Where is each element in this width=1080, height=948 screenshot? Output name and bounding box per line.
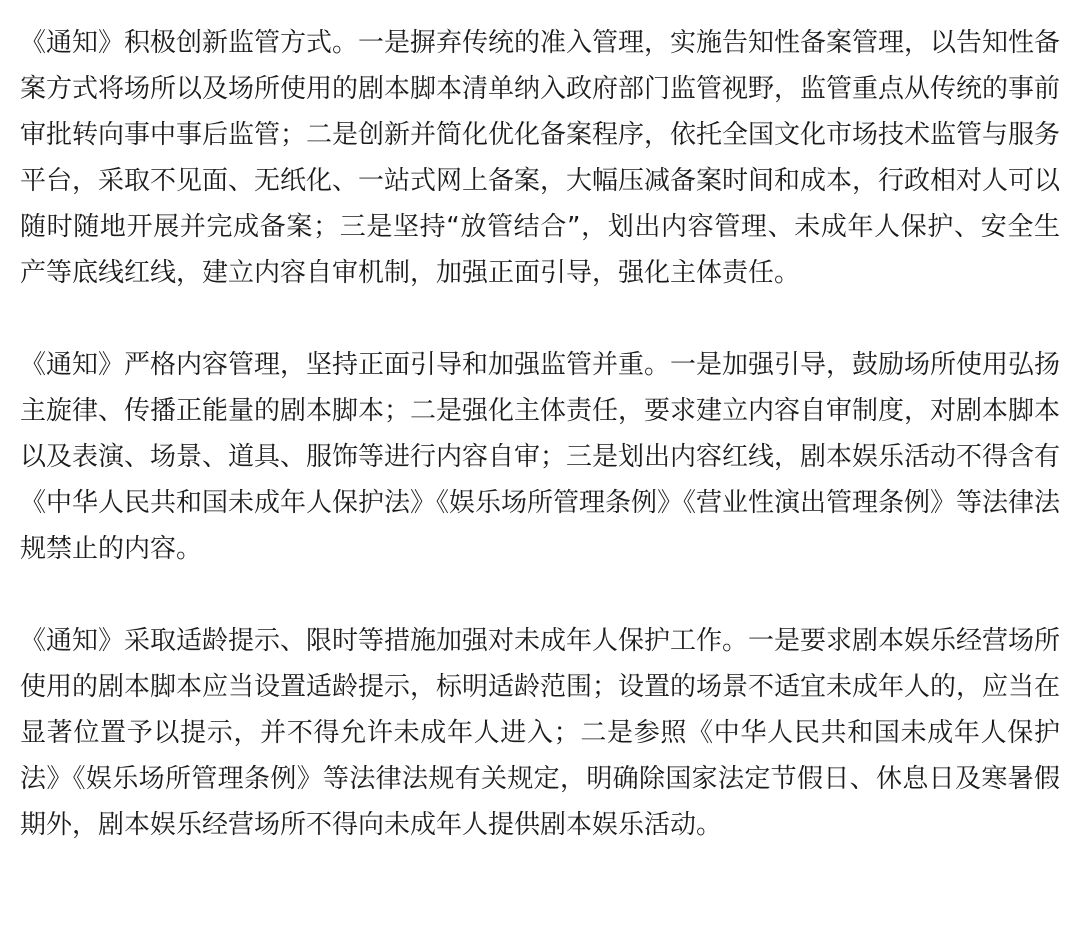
paragraph-content-management: 《通知》严格内容管理，坚持正面引导和加强监管并重。一是加强引导，鼓励场所使用弘扬主旋律、传播正能量的剧本脚本；二是强化主体责任，要求建立内容自审制度，对剧本脚本以及表演、场景、道具、服饰等进行内容自审；三是划出内容红线，剧本娱乐活动不得含有《中华人民共和国未成年人保护法》《娱乐场所管理条例》《营业性演出管理条例》等法律法规禁止的内容。	[20, 350, 1061, 564]
paragraph-minor-protection: 《通知》采取适龄提示、限时等措施加强对未成年人保护工作。一是要求剧本娱乐经营场所使用的剧本脚本应当设置适龄提示，标明适龄范围；设置的场景不适宜未成年人的，应当在显著位置予以提示，并不得允许未成年人进入；二是参照《中华人民共和国未成年人保护法》《娱乐场所管理条例》等法律法规有关规定，明确除国家法定节假日、休息日及寒暑假期外，剧本娱乐经营场所不得向未成年人提供剧本娱乐活动。	[20, 626, 1061, 840]
article-body	[20, 20, 1060, 848]
paragraph-innovative-supervision: 《通知》积极创新监管方式。一是摒弃传统的准入管理，实施告知性备案管理，以告知性备案方式将场所以及场所使用的剧本脚本清单纳入政府部门监管视野，监管重点从传统的事前审批转向事中事后监管；二是创新并简化优化备案程序，依托全国文化市场技术监管与服务平台，采取不见面、无纸化、一站式网上备案，大幅压减备案时间和成本，行政相对人可以随时随地开展并完成备案；三是坚持“放管结合”，划出内容管理、未成年人保护、安全生产等底线红线，建立内容自审机制，加强正面引导，强化主体责任。	[20, 28, 1061, 288]
